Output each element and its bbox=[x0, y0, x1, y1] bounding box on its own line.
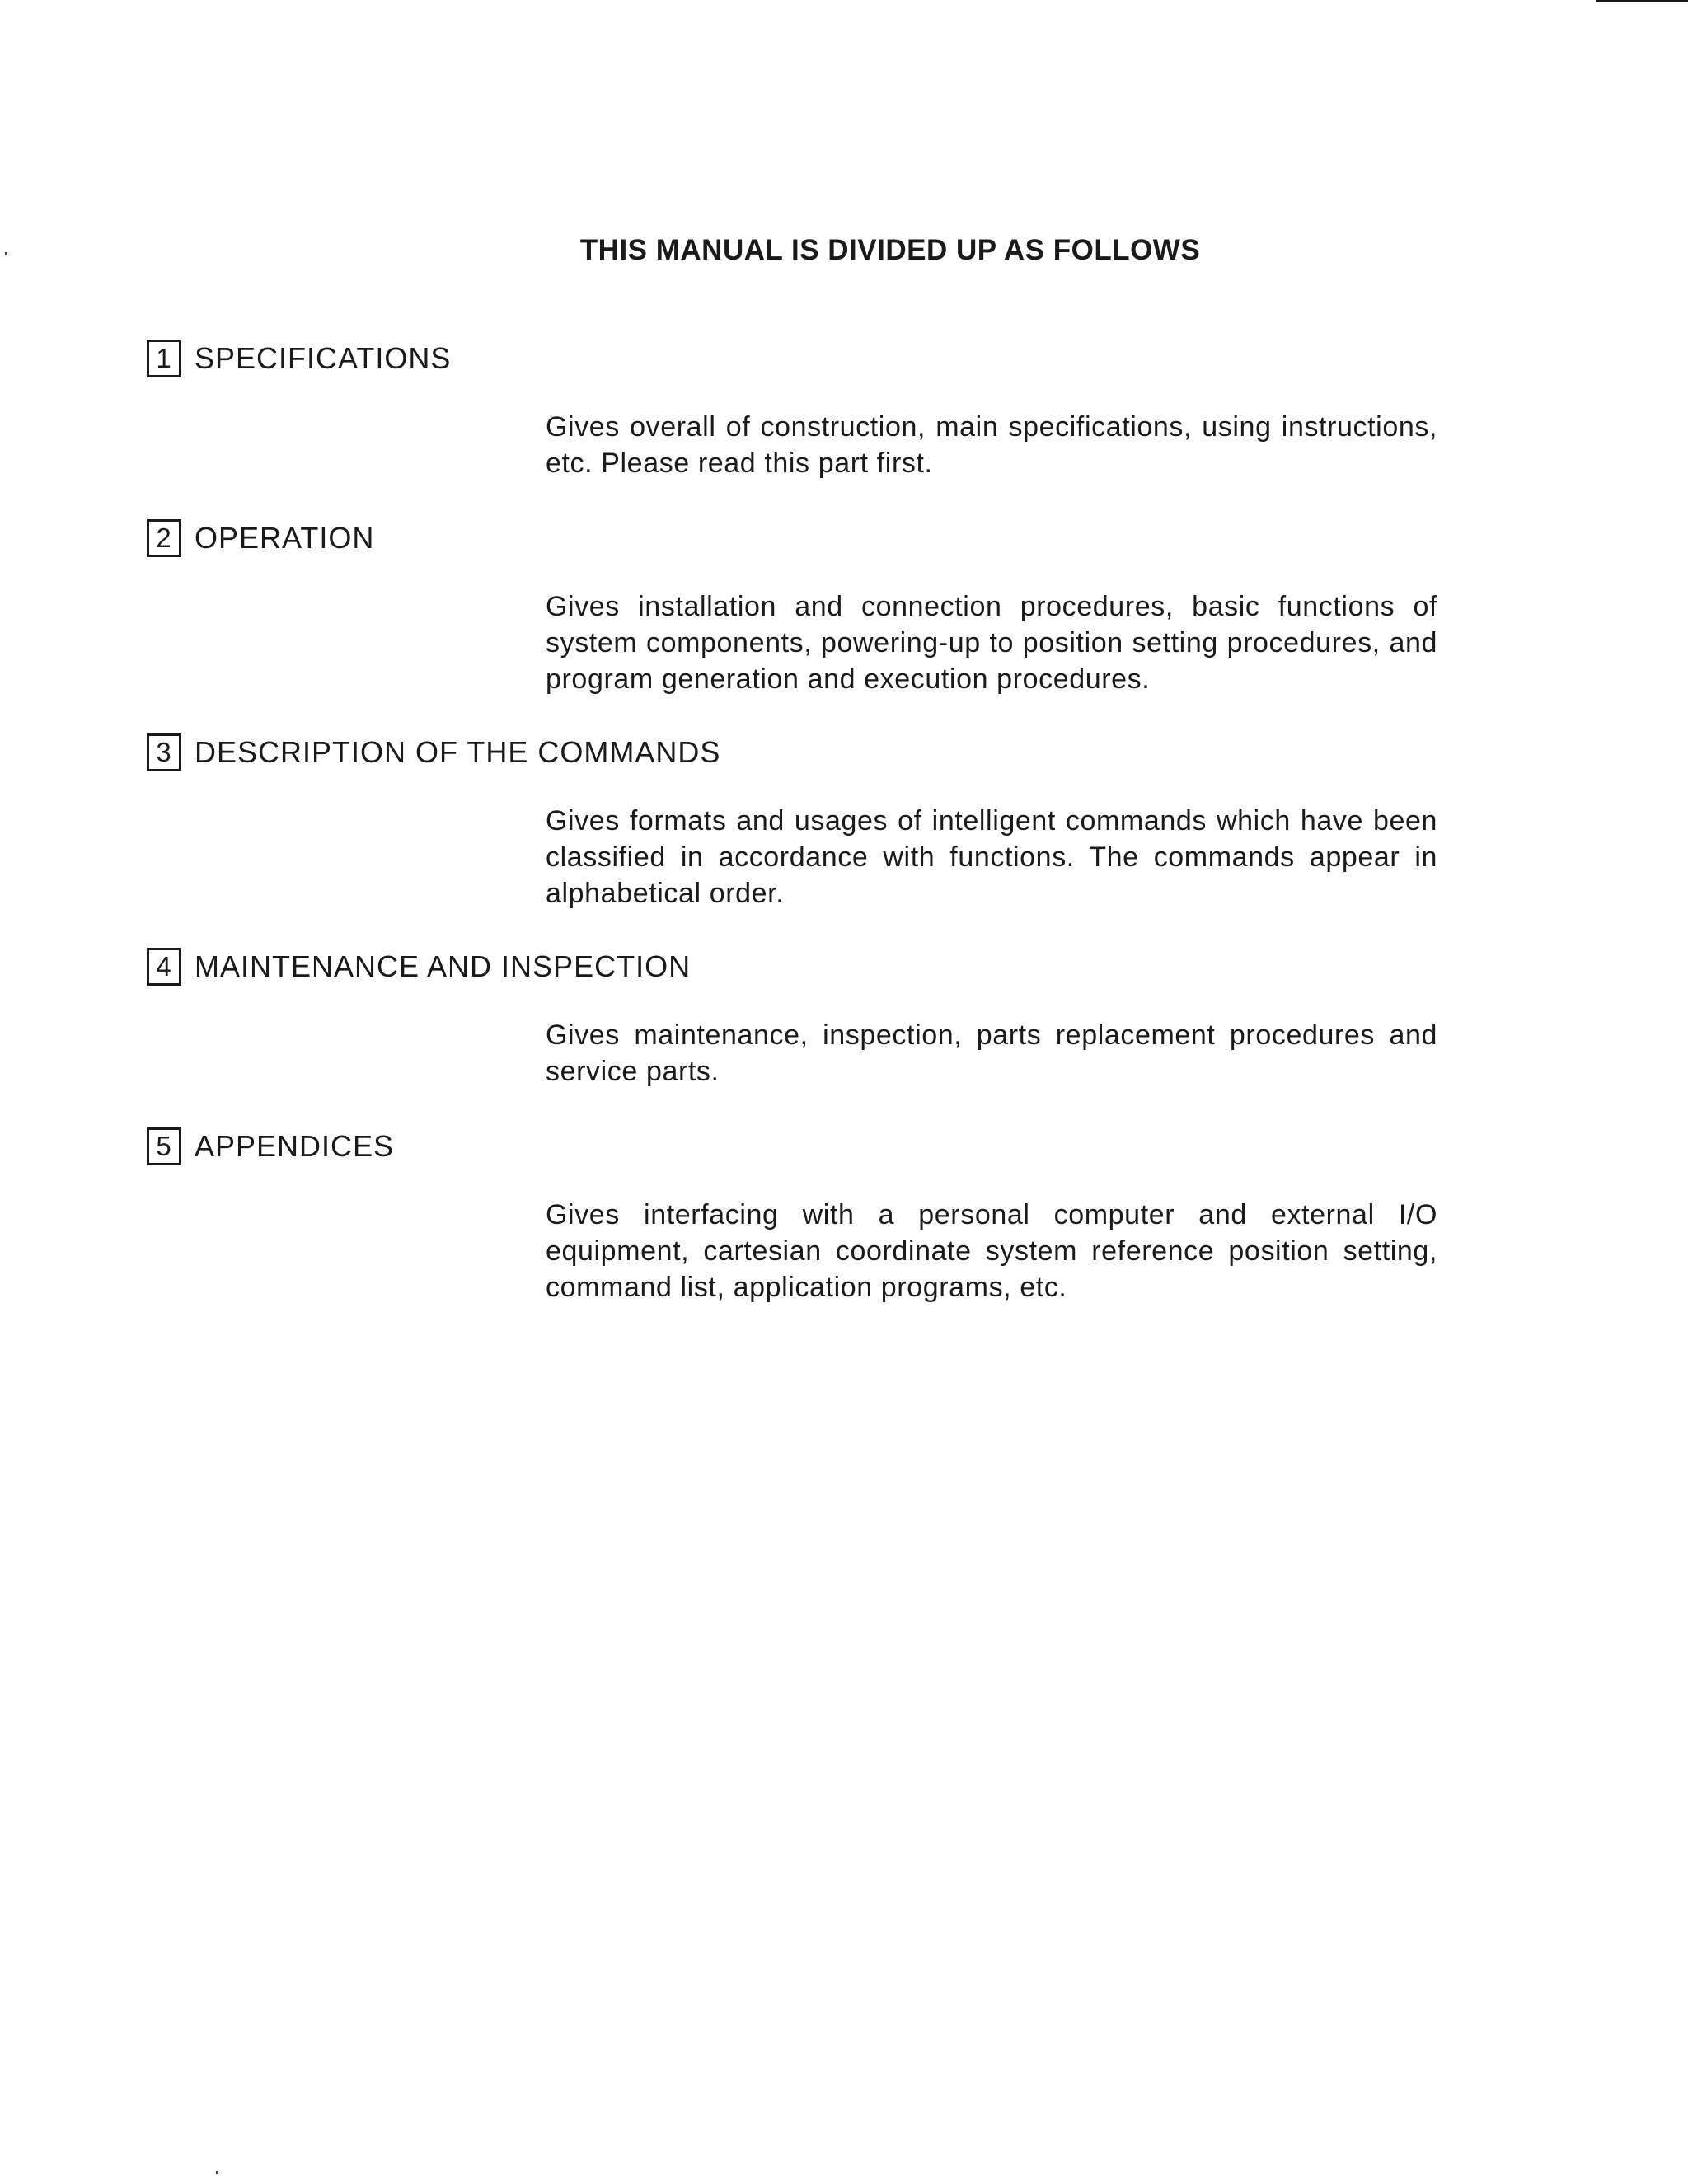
section-description: Gives interfacing with a personal computer and external I/O equipment, cartesian coordinate system reference position setting, command list, application programs, etc. bbox=[546, 1199, 1437, 1303]
section-heading-label: APPENDICES bbox=[195, 1129, 395, 1163]
top-edge-rule bbox=[1596, 0, 1688, 2]
scan-speck bbox=[216, 2171, 218, 2174]
section-number-box: 5 bbox=[147, 1127, 181, 1165]
section-description: Gives maintenance, inspection, parts replacement procedures and service parts. bbox=[546, 1019, 1437, 1087]
section-heading-label: MAINTENANCE AND INSPECTION bbox=[195, 949, 692, 983]
section-heading bbox=[147, 732, 1449, 773]
section-heading bbox=[147, 946, 1449, 987]
section-description-of-commands bbox=[147, 732, 1449, 912]
section-description: Gives overall of construction, main specifications, using instructions, etc. Please read this part first. bbox=[546, 411, 1437, 479]
section-appendices bbox=[147, 1126, 1449, 1305]
section-operation bbox=[147, 518, 1449, 697]
section-number-box: 4 bbox=[147, 948, 181, 986]
section-number-box: 1 bbox=[147, 340, 181, 377]
section-heading-label: SPECIFICATIONS bbox=[195, 341, 452, 375]
section-heading-label: DESCRIPTION OF THE COMMANDS bbox=[195, 735, 721, 769]
section-heading-label: OPERATION bbox=[195, 521, 375, 555]
section-specifications bbox=[147, 338, 1449, 481]
section-number-box: 2 bbox=[147, 519, 181, 557]
section-number-box: 3 bbox=[147, 733, 181, 771]
page-title: THIS MANUAL IS DIVIDED UP AS FOLLOWS bbox=[579, 234, 1201, 266]
section-maintenance-inspection bbox=[147, 946, 1449, 1090]
section-heading bbox=[147, 518, 1449, 559]
section-description: Gives formats and usages of intelligent commands which have been classified in accordance with functions. The commands appear in alphabetical order. bbox=[546, 805, 1437, 909]
section-heading bbox=[147, 1126, 1449, 1167]
section-heading bbox=[147, 338, 1449, 379]
section-description: Gives installation and connection procedures, basic functions of system components, powering-up to position setting procedures, and program generation and execution procedures. bbox=[546, 591, 1437, 695]
